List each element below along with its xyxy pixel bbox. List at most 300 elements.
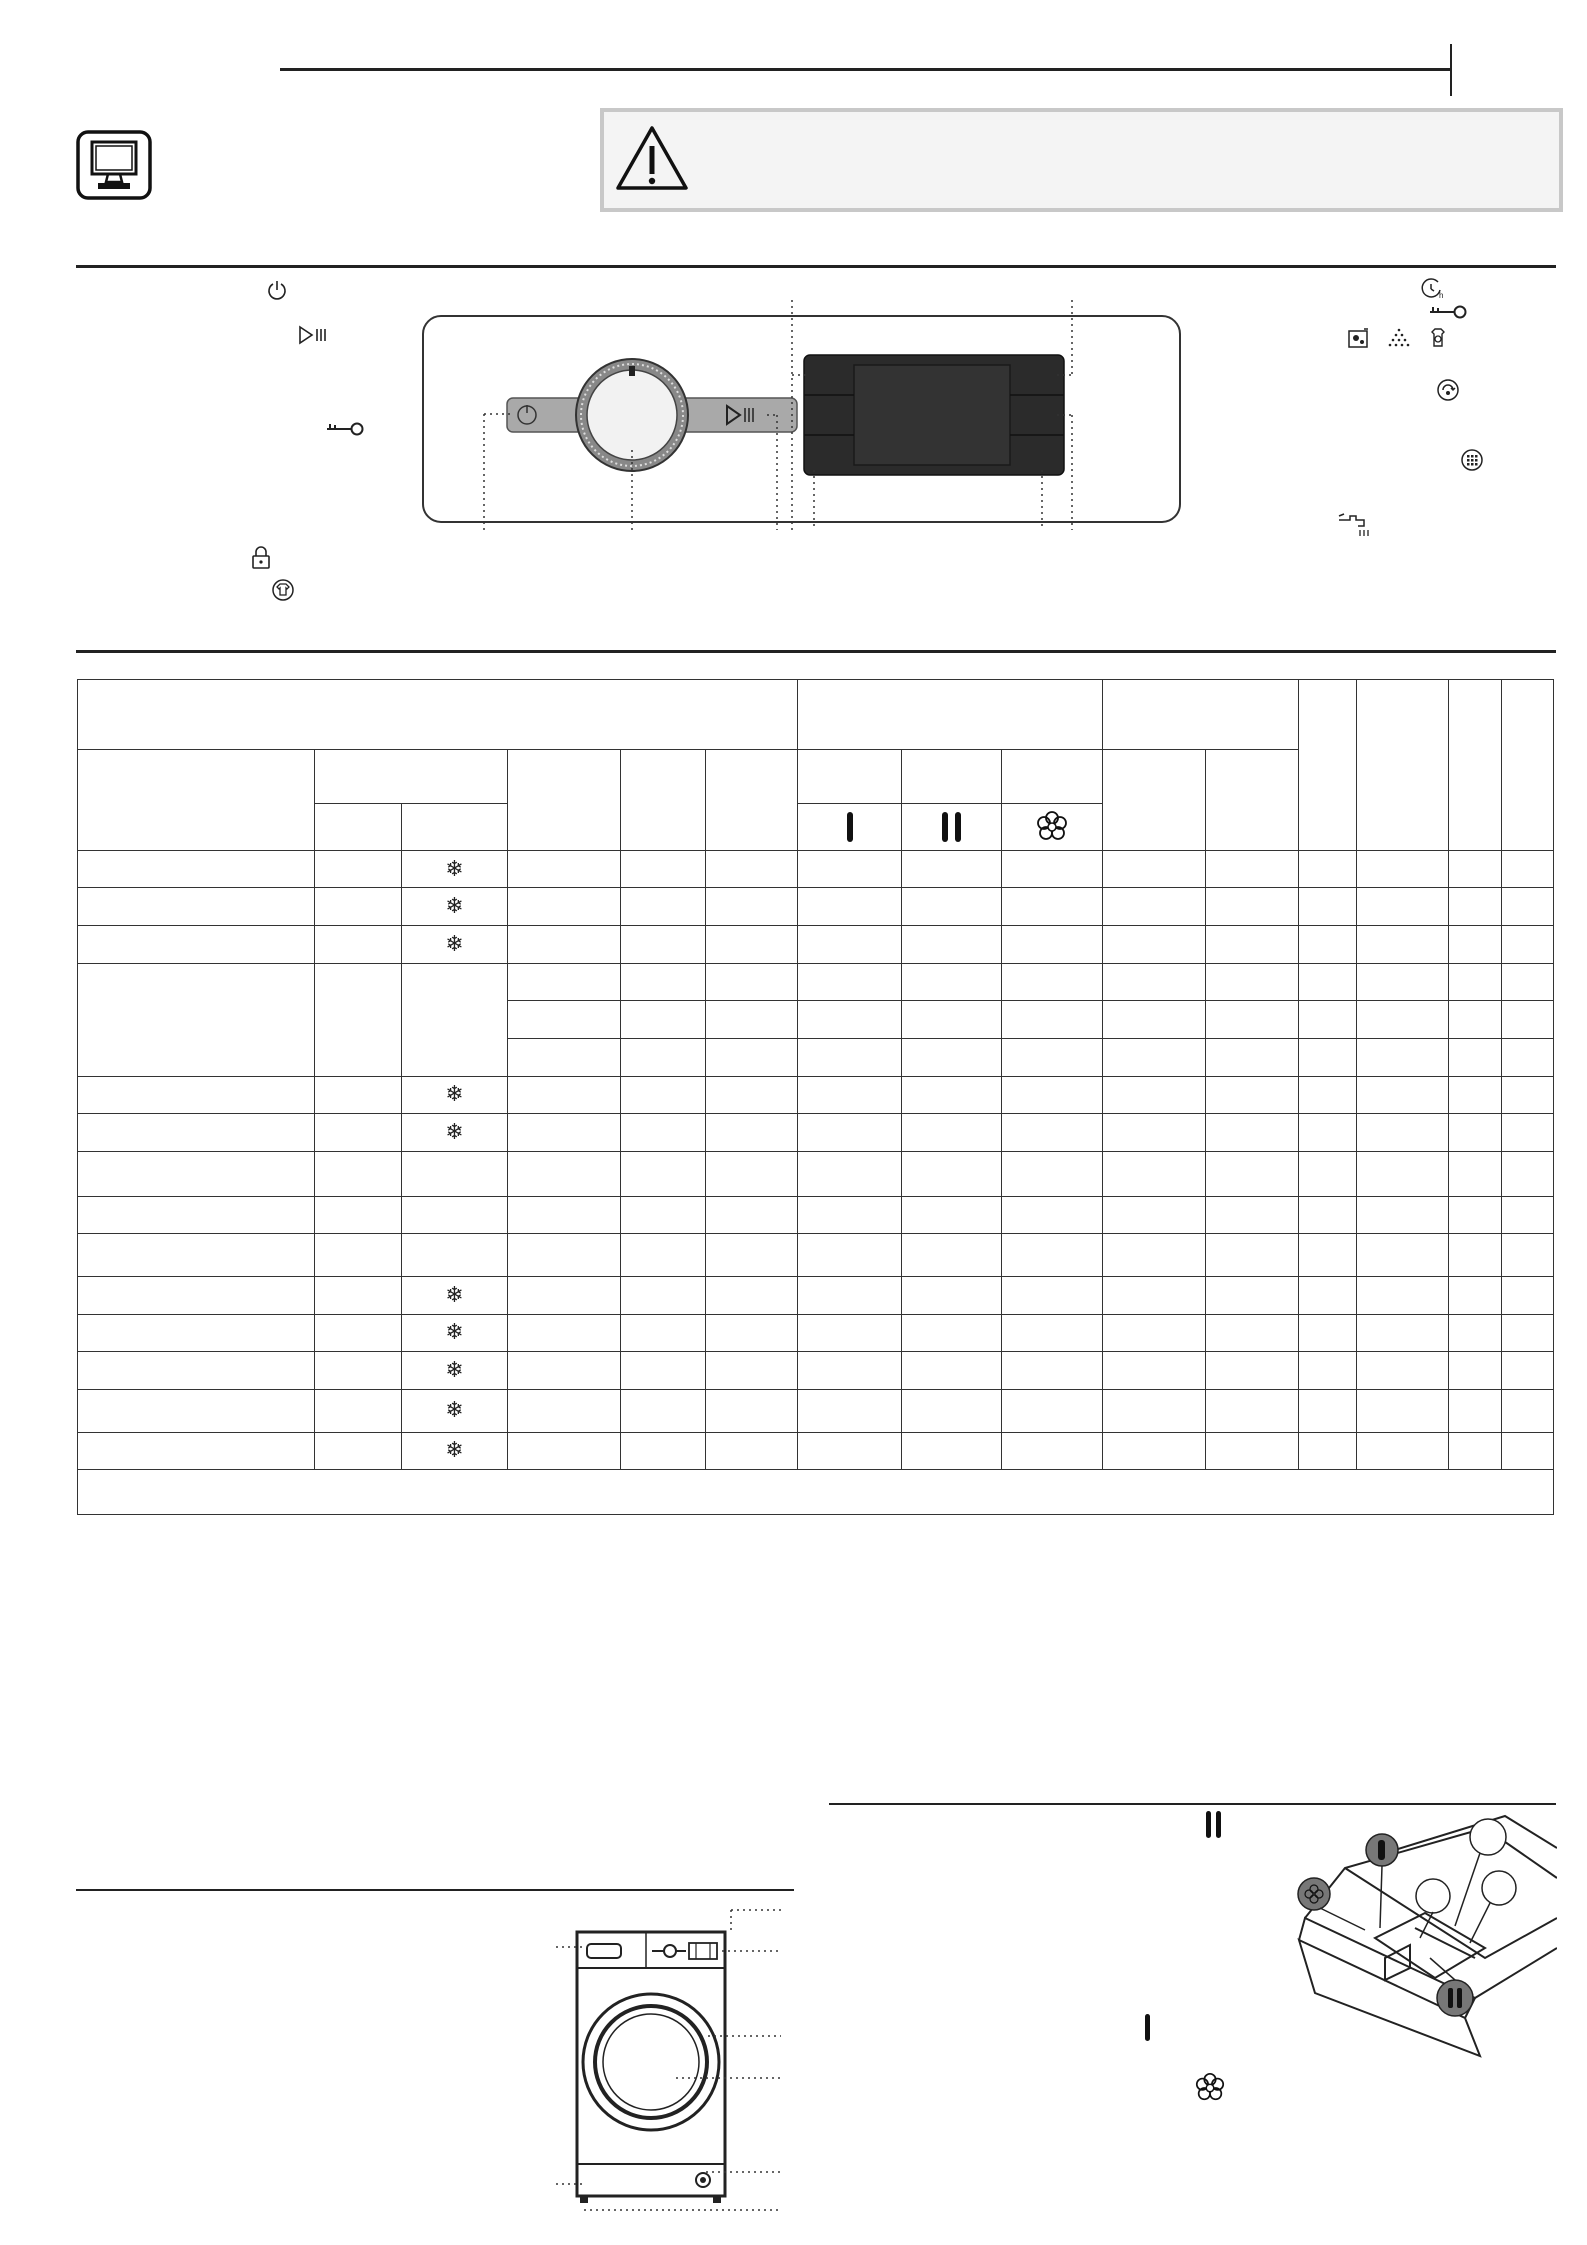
table-cell <box>1448 1196 1501 1234</box>
table-cell <box>314 926 401 964</box>
table-cell <box>902 888 1002 926</box>
temperature-icon <box>1426 326 1450 350</box>
snowflake-cell <box>401 888 507 926</box>
monitor-icon <box>76 130 152 200</box>
program-name-cell <box>78 1076 315 1114</box>
program-table-body <box>78 850 1554 1514</box>
table-cell <box>621 963 705 1001</box>
table-cell <box>1501 963 1553 1001</box>
table-cell <box>705 1076 797 1114</box>
snowflake-icon: ❄ <box>445 1319 464 1345</box>
snowflake-cell <box>401 1276 507 1314</box>
options-grid-icon <box>1460 448 1484 472</box>
table-cell <box>1002 1432 1102 1470</box>
spin-icon <box>1436 378 1460 402</box>
softener-header <box>1002 804 1102 851</box>
table-cell <box>314 1076 401 1114</box>
table-cell <box>1357 926 1448 964</box>
table-cell <box>1102 1314 1205 1352</box>
table-cell <box>1102 1114 1205 1152</box>
program-name-cell <box>78 963 315 1076</box>
table-cell <box>1501 888 1553 926</box>
program-name-cell <box>78 1196 315 1234</box>
table-cell <box>1448 1076 1501 1114</box>
table-cell <box>1002 963 1102 1001</box>
table-cell <box>1206 1001 1299 1039</box>
compartment-II-header <box>902 804 1002 851</box>
table-cell <box>314 1276 401 1314</box>
table-cell <box>1102 1389 1205 1432</box>
table-header-cell <box>797 680 1102 750</box>
table-cell <box>1206 1196 1299 1234</box>
table-cell <box>705 1114 797 1152</box>
table-cell <box>1448 1001 1501 1039</box>
table-cell <box>1448 1352 1501 1390</box>
control-panel-drawing <box>422 300 1182 540</box>
snowflake-cell <box>401 926 507 964</box>
table-cell <box>902 850 1002 888</box>
table-cell <box>1448 1151 1501 1196</box>
table-header-cell <box>1501 680 1553 851</box>
table-cell <box>1102 1352 1205 1390</box>
table-cell <box>1299 1432 1357 1470</box>
steam-shirt-icon <box>270 578 296 602</box>
table-cell <box>1206 1234 1299 1277</box>
snowflake-icon: ❄ <box>445 1357 464 1382</box>
table-cell <box>1102 926 1205 964</box>
table-cell <box>1102 1234 1205 1277</box>
table-cell <box>508 1114 621 1152</box>
table-header-cell <box>705 750 797 851</box>
start-pause-icon <box>298 324 328 346</box>
table-cell <box>621 1151 705 1196</box>
table-cell <box>1102 1038 1205 1076</box>
snowflake-cell <box>401 1151 507 1196</box>
table-cell <box>508 1038 621 1076</box>
table-row <box>78 1352 1554 1390</box>
snowflake-cell <box>401 1432 507 1470</box>
table-cell <box>508 1151 621 1196</box>
snowflake-icon: ❄ <box>445 1281 464 1307</box>
table-header-cell <box>1357 680 1448 851</box>
table-cell <box>1002 1038 1102 1076</box>
table-cell <box>621 1114 705 1152</box>
program-name-cell <box>78 1389 315 1432</box>
detergent-drawer-drawing <box>1285 1808 1557 2062</box>
washer-front-drawing <box>556 1908 786 2218</box>
table-cell <box>1206 1389 1299 1432</box>
table-cell <box>902 926 1002 964</box>
table-cell <box>1299 888 1357 926</box>
compartment-I-header <box>797 804 901 851</box>
table-cell <box>797 1276 901 1314</box>
table-cell <box>705 926 797 964</box>
table-row <box>78 1276 1554 1314</box>
table-cell <box>508 1432 621 1470</box>
table-cell <box>1501 1038 1553 1076</box>
table-row <box>78 1234 1554 1277</box>
program-name-cell <box>78 1276 315 1314</box>
table-cell <box>1448 1234 1501 1277</box>
table-cell <box>705 1234 797 1277</box>
table-cell <box>705 1389 797 1432</box>
stain-icon <box>1346 326 1372 350</box>
dispenser-section-rule <box>829 1803 1556 1805</box>
table-header-cell <box>1448 680 1501 851</box>
table-cell <box>621 1432 705 1470</box>
program-table <box>77 679 1554 1515</box>
table-cell <box>797 888 901 926</box>
table-footer-cell <box>78 1470 1554 1515</box>
snowflake-cell <box>401 1314 507 1352</box>
snowflake-icon: ❄ <box>445 1119 464 1145</box>
table-cell <box>1206 1038 1299 1076</box>
table-cell <box>1206 963 1299 1001</box>
table-cell <box>1357 1234 1448 1277</box>
table-cell <box>797 1314 901 1352</box>
table-cell <box>1501 1432 1553 1470</box>
table-cell <box>1448 1389 1501 1432</box>
snowflake-cell <box>401 1352 507 1390</box>
table-cell <box>1206 1352 1299 1390</box>
table-cell <box>1448 963 1501 1001</box>
table-cell <box>1357 850 1448 888</box>
table-header-cell <box>902 750 1002 804</box>
table-cell <box>508 1234 621 1277</box>
rinse-icon <box>1386 326 1412 350</box>
table-row <box>78 888 1554 926</box>
table-row <box>78 926 1554 964</box>
table-cell <box>1501 1276 1553 1314</box>
table-cell <box>1357 1151 1448 1196</box>
table-cell <box>508 850 621 888</box>
table-cell <box>902 1234 1002 1277</box>
table-cell <box>1448 850 1501 888</box>
table-cell <box>1448 1314 1501 1352</box>
table-cell <box>1448 1432 1501 1470</box>
table-cell <box>1002 1114 1102 1152</box>
table-header-cell <box>314 750 508 804</box>
table-cell <box>314 1114 401 1152</box>
delay-timer-icon <box>1420 276 1448 300</box>
table-cell <box>797 1151 901 1196</box>
table-header-cell <box>508 750 621 851</box>
table-cell <box>797 1432 901 1470</box>
table-cell <box>314 1314 401 1352</box>
program-name-cell <box>78 1114 315 1152</box>
snowflake-cell <box>401 1114 507 1152</box>
table-cell <box>621 1276 705 1314</box>
table-cell <box>1002 888 1102 926</box>
table-cell <box>1357 888 1448 926</box>
table-cell <box>1501 1114 1553 1152</box>
table-cell <box>1102 850 1205 888</box>
table-cell <box>1357 1196 1448 1234</box>
table-cell <box>1448 926 1501 964</box>
table-cell <box>705 1314 797 1352</box>
table-cell <box>902 1151 1002 1196</box>
table-cell <box>508 888 621 926</box>
program-name-cell <box>78 850 315 888</box>
table-cell <box>508 963 621 1001</box>
table-cell <box>705 1432 797 1470</box>
table-cell <box>1102 1151 1205 1196</box>
snowflake-icon: ❄ <box>445 1397 464 1423</box>
table-cell <box>1002 1076 1102 1114</box>
table-cell <box>508 1001 621 1039</box>
table-cell <box>314 1389 401 1432</box>
table-cell <box>902 963 1002 1001</box>
table-cell <box>902 1038 1002 1076</box>
table-row <box>78 1076 1554 1114</box>
table-cell <box>902 1076 1002 1114</box>
table-cell <box>621 1389 705 1432</box>
table-cell <box>1357 1076 1448 1114</box>
table-cell <box>902 1389 1002 1432</box>
snowflake-icon: ❄ <box>445 855 464 881</box>
table-cell <box>1002 1389 1102 1432</box>
table-cell <box>705 1038 797 1076</box>
table-cell <box>621 926 705 964</box>
table-header-cell <box>1102 750 1205 851</box>
table-cell <box>1102 1076 1205 1114</box>
table-cell <box>705 1352 797 1390</box>
table-cell <box>314 1432 401 1470</box>
table-cell <box>621 888 705 926</box>
table-cell <box>1448 888 1501 926</box>
table-cell <box>1357 1352 1448 1390</box>
table-cell <box>797 1196 901 1234</box>
table-cell <box>621 850 705 888</box>
program-name-cell <box>78 888 315 926</box>
table-header-cell <box>401 804 507 851</box>
snowflake-icon: ❄ <box>445 893 464 919</box>
table-row <box>78 1196 1554 1234</box>
table-cell <box>508 1076 621 1114</box>
header-rule-tick <box>1450 44 1452 96</box>
table-cell <box>508 1276 621 1314</box>
table-header-cell <box>78 680 798 750</box>
table-cell <box>314 963 401 1076</box>
table-cell <box>1002 1352 1102 1390</box>
table-cell <box>1357 1432 1448 1470</box>
table-cell <box>1102 1196 1205 1234</box>
table-cell <box>1501 1196 1553 1234</box>
table-cell <box>1002 926 1102 964</box>
table-cell <box>1002 850 1102 888</box>
snowflake-icon: ❄ <box>445 1437 464 1463</box>
table-cell <box>1299 850 1357 888</box>
table-row <box>78 1114 1554 1152</box>
table-cell <box>314 1196 401 1234</box>
table-cell <box>1357 1038 1448 1076</box>
table-cell <box>621 1314 705 1352</box>
table-cell <box>1299 1001 1357 1039</box>
water-tap-icon <box>1336 512 1370 540</box>
table-cell <box>1102 963 1205 1001</box>
table-cell <box>1206 850 1299 888</box>
table-cell <box>508 926 621 964</box>
table-cell <box>1206 926 1299 964</box>
table-cell <box>797 1114 901 1152</box>
table-cell <box>1501 1001 1553 1039</box>
table-row <box>78 1389 1554 1432</box>
table-cell <box>902 1432 1002 1470</box>
table-cell <box>705 1001 797 1039</box>
table-cell <box>705 1151 797 1196</box>
softener-flower-icon <box>1193 2071 1227 2105</box>
table-cell <box>621 1076 705 1114</box>
table-cell <box>797 1001 901 1039</box>
table-cell <box>314 1151 401 1196</box>
table-cell <box>705 888 797 926</box>
table-cell <box>1299 1114 1357 1152</box>
table-cell <box>1002 1314 1102 1352</box>
table-cell <box>1357 1114 1448 1152</box>
warning-triangle-icon <box>614 124 690 192</box>
table-cell <box>314 888 401 926</box>
table-cell <box>508 1389 621 1432</box>
table-cell <box>1357 1389 1448 1432</box>
table-cell <box>621 1001 705 1039</box>
table-header-cell <box>797 750 901 804</box>
key-icon <box>325 419 365 439</box>
table-header-cell <box>1002 750 1102 804</box>
table-cell <box>705 850 797 888</box>
table-cell <box>314 1234 401 1277</box>
snowflake-cell <box>401 850 507 888</box>
table-cell <box>902 1001 1002 1039</box>
table-row <box>78 1314 1554 1352</box>
table-cell <box>1002 1234 1102 1277</box>
snowflake-cell <box>401 1076 507 1114</box>
table-cell <box>705 1276 797 1314</box>
table-cell <box>1501 1234 1553 1277</box>
snowflake-cell <box>401 963 507 1076</box>
table-cell <box>902 1114 1002 1152</box>
svg-text:h: h <box>1439 291 1444 300</box>
table-cell <box>1448 1276 1501 1314</box>
program-name-cell <box>78 1352 315 1390</box>
table-header-cell <box>621 750 705 851</box>
table-cell <box>1299 1234 1357 1277</box>
table-cell <box>1448 1038 1501 1076</box>
table-cell <box>1299 1314 1357 1352</box>
snowflake-icon: ❄ <box>445 1081 464 1107</box>
table-cell <box>1002 1196 1102 1234</box>
control-panel-section-rule <box>76 265 1556 268</box>
snowflake-cell <box>401 1389 507 1432</box>
table-cell <box>1501 926 1553 964</box>
table-cell <box>1206 888 1299 926</box>
table-cell <box>1002 1001 1102 1039</box>
table-cell <box>1206 1432 1299 1470</box>
table-cell <box>1299 1352 1357 1390</box>
table-cell <box>621 1196 705 1234</box>
program-name-cell <box>78 1432 315 1470</box>
table-cell <box>1501 1076 1553 1114</box>
table-row <box>78 963 1554 1001</box>
table-header-cell <box>1102 680 1299 750</box>
table-cell <box>705 963 797 1001</box>
table-row <box>78 1151 1554 1196</box>
table-cell <box>797 850 901 888</box>
snowflake-icon: ❄ <box>445 930 464 956</box>
table-cell <box>1448 1114 1501 1152</box>
table-section-rule <box>76 650 1556 653</box>
program-name-cell <box>78 1314 315 1352</box>
table-header-cell <box>314 804 401 851</box>
table-cell <box>1299 1276 1357 1314</box>
table-cell <box>508 1196 621 1234</box>
table-cell <box>902 1196 1002 1234</box>
table-cell <box>1299 1389 1357 1432</box>
table-cell <box>314 1352 401 1390</box>
table-cell <box>797 1076 901 1114</box>
table-cell <box>1102 1276 1205 1314</box>
lock-icon <box>250 546 272 570</box>
table-cell <box>1501 1151 1553 1196</box>
table-cell <box>1206 1114 1299 1152</box>
compartment-II-icon <box>1204 1810 1224 1840</box>
table-cell <box>1357 1001 1448 1039</box>
table-cell <box>1002 1151 1102 1196</box>
table-cell <box>1102 1001 1205 1039</box>
table-cell <box>621 1352 705 1390</box>
table-cell <box>797 1234 901 1277</box>
table-cell <box>1206 1314 1299 1352</box>
table-cell <box>1206 1276 1299 1314</box>
table-cell <box>1299 1151 1357 1196</box>
table-header-cell <box>1206 750 1299 851</box>
table-cell <box>902 1314 1002 1352</box>
table-cell <box>797 1038 901 1076</box>
table-cell <box>1501 1389 1553 1432</box>
table-cell <box>1299 1038 1357 1076</box>
table-cell <box>797 1352 901 1390</box>
table-cell <box>1299 1196 1357 1234</box>
table-cell <box>1357 1276 1448 1314</box>
table-cell <box>508 1352 621 1390</box>
table-cell <box>1206 1076 1299 1114</box>
table-footer-row <box>78 1470 1554 1515</box>
program-name-cell <box>78 1234 315 1277</box>
table-cell <box>1501 850 1553 888</box>
table-header-cell <box>1299 680 1357 851</box>
header-rule <box>280 68 1452 71</box>
table-cell <box>1102 1432 1205 1470</box>
table-cell <box>1002 1276 1102 1314</box>
snowflake-cell <box>401 1196 507 1234</box>
table-cell <box>1206 1151 1299 1196</box>
table-header-cell <box>78 750 315 851</box>
key-icon-right <box>1428 302 1468 322</box>
table-cell <box>508 1314 621 1352</box>
table-cell <box>797 926 901 964</box>
table-row <box>78 850 1554 888</box>
program-name-cell <box>78 926 315 964</box>
table-cell <box>1501 1314 1553 1352</box>
table-cell <box>1501 1352 1553 1390</box>
table-cell <box>1357 1314 1448 1352</box>
compartment-I-icon <box>1143 2013 1153 2043</box>
table-cell <box>1102 888 1205 926</box>
snowflake-cell <box>401 1234 507 1277</box>
table-row <box>78 1432 1554 1470</box>
table-cell <box>1357 963 1448 1001</box>
table-cell <box>1299 926 1357 964</box>
table-cell <box>621 1234 705 1277</box>
